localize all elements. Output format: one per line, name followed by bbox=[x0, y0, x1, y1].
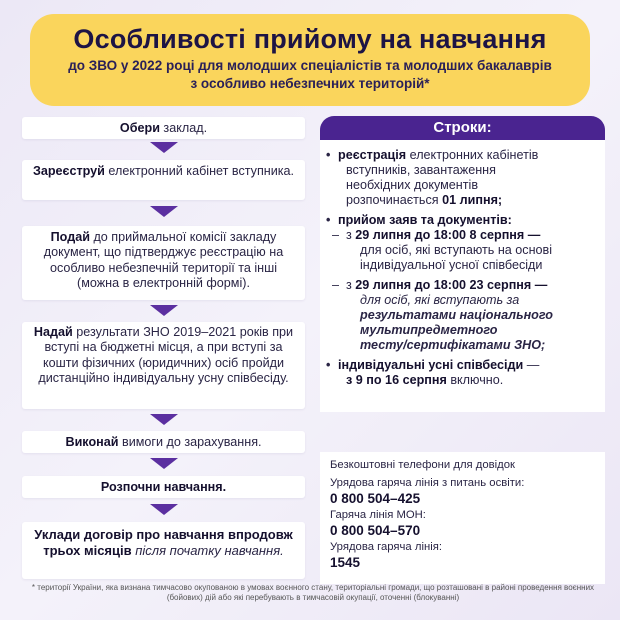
step-choose: Обери заклад. bbox=[22, 117, 305, 139]
arrow-down-icon bbox=[150, 458, 178, 469]
subtitle-line-2: з особливо небезпечних територій* bbox=[190, 76, 430, 91]
phone-mon-hotline[interactable]: 0 800 504–570 bbox=[330, 523, 421, 538]
term-applications-zno: – з 29 липня до 18:00 23 серпня — bbox=[332, 278, 548, 292]
arrow-down-icon bbox=[150, 305, 178, 316]
arrow-down-icon bbox=[150, 414, 178, 425]
arrow-down-icon bbox=[150, 504, 178, 515]
step-register: Зареєструй електронний кабінет вступника. bbox=[22, 160, 305, 200]
step-meet-requirements: Виконай вимоги до зарахування. bbox=[22, 431, 305, 453]
step-provide-results: Надай результати ЗНО 2019–2021 років при вступі на бюджетні місця, а при вступі за кошти фізичних (юридичних) осіб пройди дистанційно індивідуальну усну співбесіду. bbox=[22, 322, 305, 409]
phones-panel: Безкоштовні телефони для довідок Урядова гаряча лінія з питань освіти: 0 800 504–425 Гаряча лінія МОН: 0 800 504–570 Урядова гаряча лінія: 1545 bbox=[320, 452, 605, 584]
step-start-studies: Розпочни навчання. bbox=[22, 476, 305, 498]
terms-panel: • реєстрація електронних кабінетів вступників, завантаження необхідних документів розпочинається 01 липня; • прийом заяв та документів: – з 29 липня до 18:00 8 серпня — для осіб, які вступають на основі індивідуальної усної співбесіди – з 29 липня до 18:00 23 серпня — для осіб, які вступають за результатами національного мультипредметного тесту/сертифікатами ЗНО; • індивідуальні усні співбесіди — з 9 по 16 серпня включно. bbox=[320, 140, 605, 412]
term-applications-interview: – з 29 липня до 18:00 8 серпня — bbox=[332, 228, 541, 242]
phone-education-hotline[interactable]: 0 800 504–425 bbox=[330, 491, 421, 506]
term-registration: • реєстрація електронних кабінетів bbox=[324, 148, 605, 163]
phones-title: Безкоштовні телефони для довідок bbox=[330, 459, 515, 471]
term-interviews: • індивідуальні усні співбесіди — bbox=[324, 358, 605, 373]
subtitle-line-1: до ЗВО у 2022 році для молодших спеціалістів та молодших бакалаврів bbox=[68, 58, 552, 73]
footnote: * території України, яка визнана тимчасово окупованою в умовах воєнного стану, територіальні громади, що розташовані в районі проведення воєнних (бойових) дій або які перебувають в тимчасовій окупації, оточенні (блокуванні) bbox=[31, 583, 595, 602]
arrow-down-icon bbox=[150, 206, 178, 217]
page-subtitle bbox=[30, 57, 590, 93]
arrow-down-icon bbox=[150, 142, 178, 153]
term-applications: • прийом заяв та документів: bbox=[324, 213, 605, 228]
header-banner bbox=[30, 14, 590, 106]
step-submit: Подай до приймальної комісії закладу документ, що підтверджує реєстрацію на особливо небезпечній території та інші (можна в електронній формі). bbox=[22, 226, 305, 300]
step-contract: Уклади договір про навчання впродовж трьох місяців після початку навчання. bbox=[22, 522, 305, 579]
phone-government-hotline[interactable]: 1545 bbox=[330, 555, 361, 570]
page-title: Особливості прийому на навчання bbox=[73, 24, 547, 54]
terms-title: Строки: bbox=[320, 116, 605, 140]
